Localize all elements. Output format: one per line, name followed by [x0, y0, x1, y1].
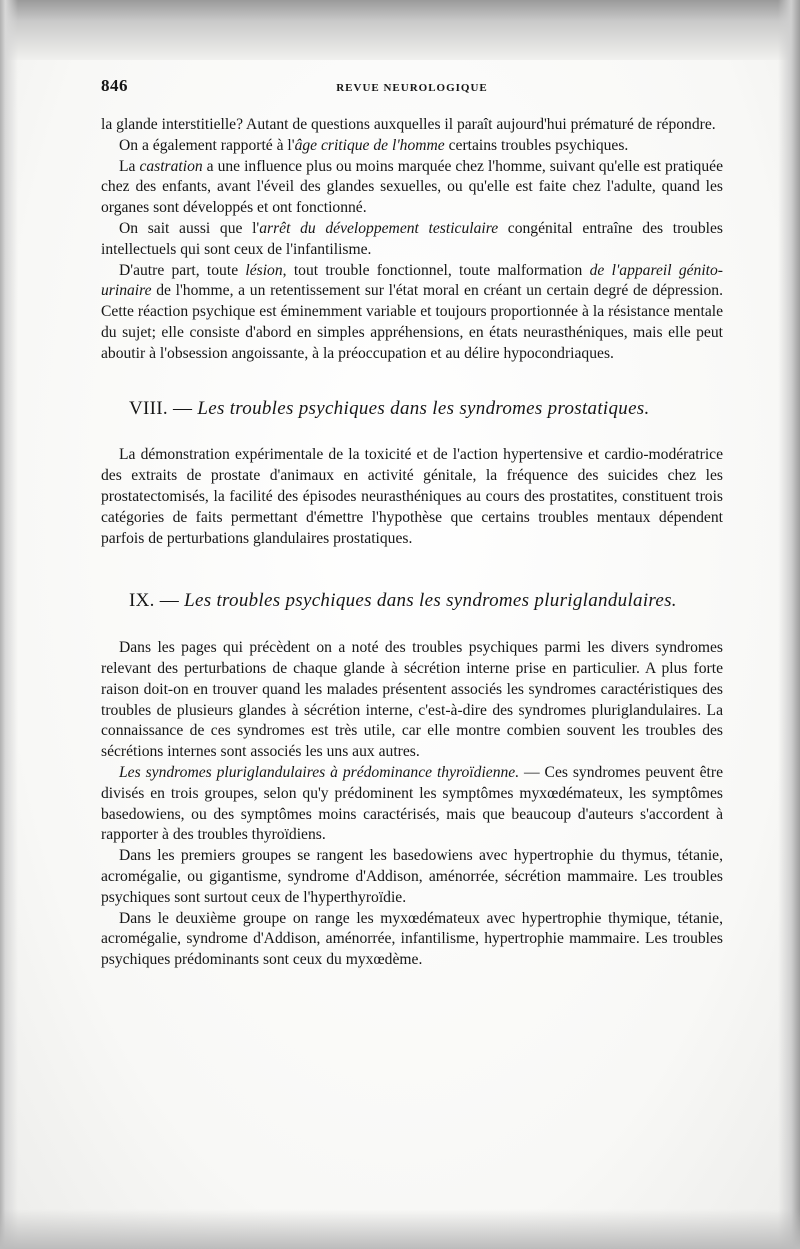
scan-shadow-top [0, 0, 800, 60]
emphasis: lésion [245, 261, 283, 279]
scan-shadow-right [778, 0, 800, 1249]
section-heading-viii: VIII. — Les troubles psychiques dans les syndromes prostatiques. [129, 397, 650, 419]
emphasis: castration [139, 157, 203, 175]
section-heading-ix: IX. — Les troubles psychiques dans les syndromes pluriglandulaires. [129, 590, 677, 612]
emphasis: Les syndromes pluriglandulaires à prédominance thyroïdienne. [119, 763, 520, 781]
section-title: Les troubles psychiques dans les syndromes pluriglandulaires. [184, 590, 677, 612]
paragraph: La démonstration expérimentale de la toxicité et de l'action hypertensive et cardio-modératrice des extraits de prostate d'animaux en activité génitale, la fréquence des suicides chez les prostatectomisés, la facilité des épisodes neurasthéniques au cours des prostatites, constituent trois catégories de faits permettant d'émettre l'hypothèse que certains troubles mentaux dépendent parfois de perturbations glandulaires prostatiques. [101, 446, 723, 547]
page-header [101, 76, 723, 100]
body-text [101, 115, 723, 971]
paragraph: Les syndromes pluriglandulaires à prédominance thyroïdienne. — Ces syndromes peuvent être divisés en trois groupes, selon qu'y prédominent les symptômes myxœdémateux, les symptômes basedowiens, ou des symptômes moins caractérisés, mais que beaucoup d'auteurs s'accordent à rapporter à des troubles thyroïdiens. [101, 763, 723, 844]
paragraph: Dans les premiers groupes se rangent les basedowiens avec hypertrophie du thymus, tétanie, acromégalie, ou gigantisme, syndrome d'Addison, aménorrée, sécrétion mammaire. Les troubles psychiques sont surtout ceux de l'hyperthyroïdie. [101, 847, 723, 906]
paragraph: Dans le deuxième groupe on range les myxœdémateux avec hypertrophie thymique, tétanie, acromégalie, syndrome d'Addison, aménorrée, infantilisme, hypertrophie mammaire. Les troubles psychiques prédominants sont ceux du myxœdème. [101, 909, 723, 969]
paragraph: la glande interstitielle? Autant de questions auxquelles il paraît aujourd'hui prématuré de répondre. [101, 116, 716, 133]
emphasis: âge critique de l'homme [294, 136, 445, 154]
section-title: Les troubles psychiques dans les syndromes prostatiques. [197, 397, 650, 419]
paragraph: La castration a une influence plus ou moins marquée chez l'homme, suivant qu'elle est pratiquée chez des enfants, avant l'éveil des glandes sexuelles, ou qu'elle est faite chez l'adulte, quand les organes sont développés et ont fonctionné. [101, 157, 723, 217]
paragraph: D'autre part, toute lésion, tout trouble fonctionnel, toute malformation de l'appareil génito-urinaire de l'homme, a un retentissement sur l'état moral en créant un certain degré de dépression. Cette réaction psychique est éminemment variable et toujours proportionnée à la résistance mentale du sujet; elle consiste d'abord en simples appréhensions, en états neurasthéniques, mais elle peut aboutir à l'obsession angoissante, à la préoccupation et au délire hypocondriaques. [101, 261, 723, 362]
running-title: REVUE NEUROLOGIQUE [336, 82, 488, 94]
scan-shadow-left [0, 0, 18, 1249]
paragraph: On sait aussi que l'arrêt du développement testiculaire congénital entraîne des troubles intellectuels qui sont ceux de l'infantilisme. [101, 219, 723, 258]
scan-shadow-bottom [0, 1209, 800, 1249]
paragraph: On a également rapporté à l'âge critique de l'homme certains troubles psychiques. [119, 136, 629, 154]
page-number: 846 [101, 76, 128, 95]
emphasis: arrêt du développement testiculaire [259, 219, 499, 237]
paragraph: Dans les pages qui précèdent on a noté des troubles psychiques parmi les divers syndromes relevant des perturbations de chaque glande à sécrétion interne prise en particulier. A plus forte raison doit-on en trouver quand les malades présentent associés les syndromes caractéristiques des troubles de plusieurs glandes à sécrétion interne, c'est-à-dire des syndromes pluriglandulaires. La connaissance de ces syndromes est très utile, car elle montre combien souvent les troubles des sécrétions internes sont associés les uns aux autres. [101, 639, 723, 761]
emphasis: de l'appareil génito-urinaire [101, 261, 723, 300]
